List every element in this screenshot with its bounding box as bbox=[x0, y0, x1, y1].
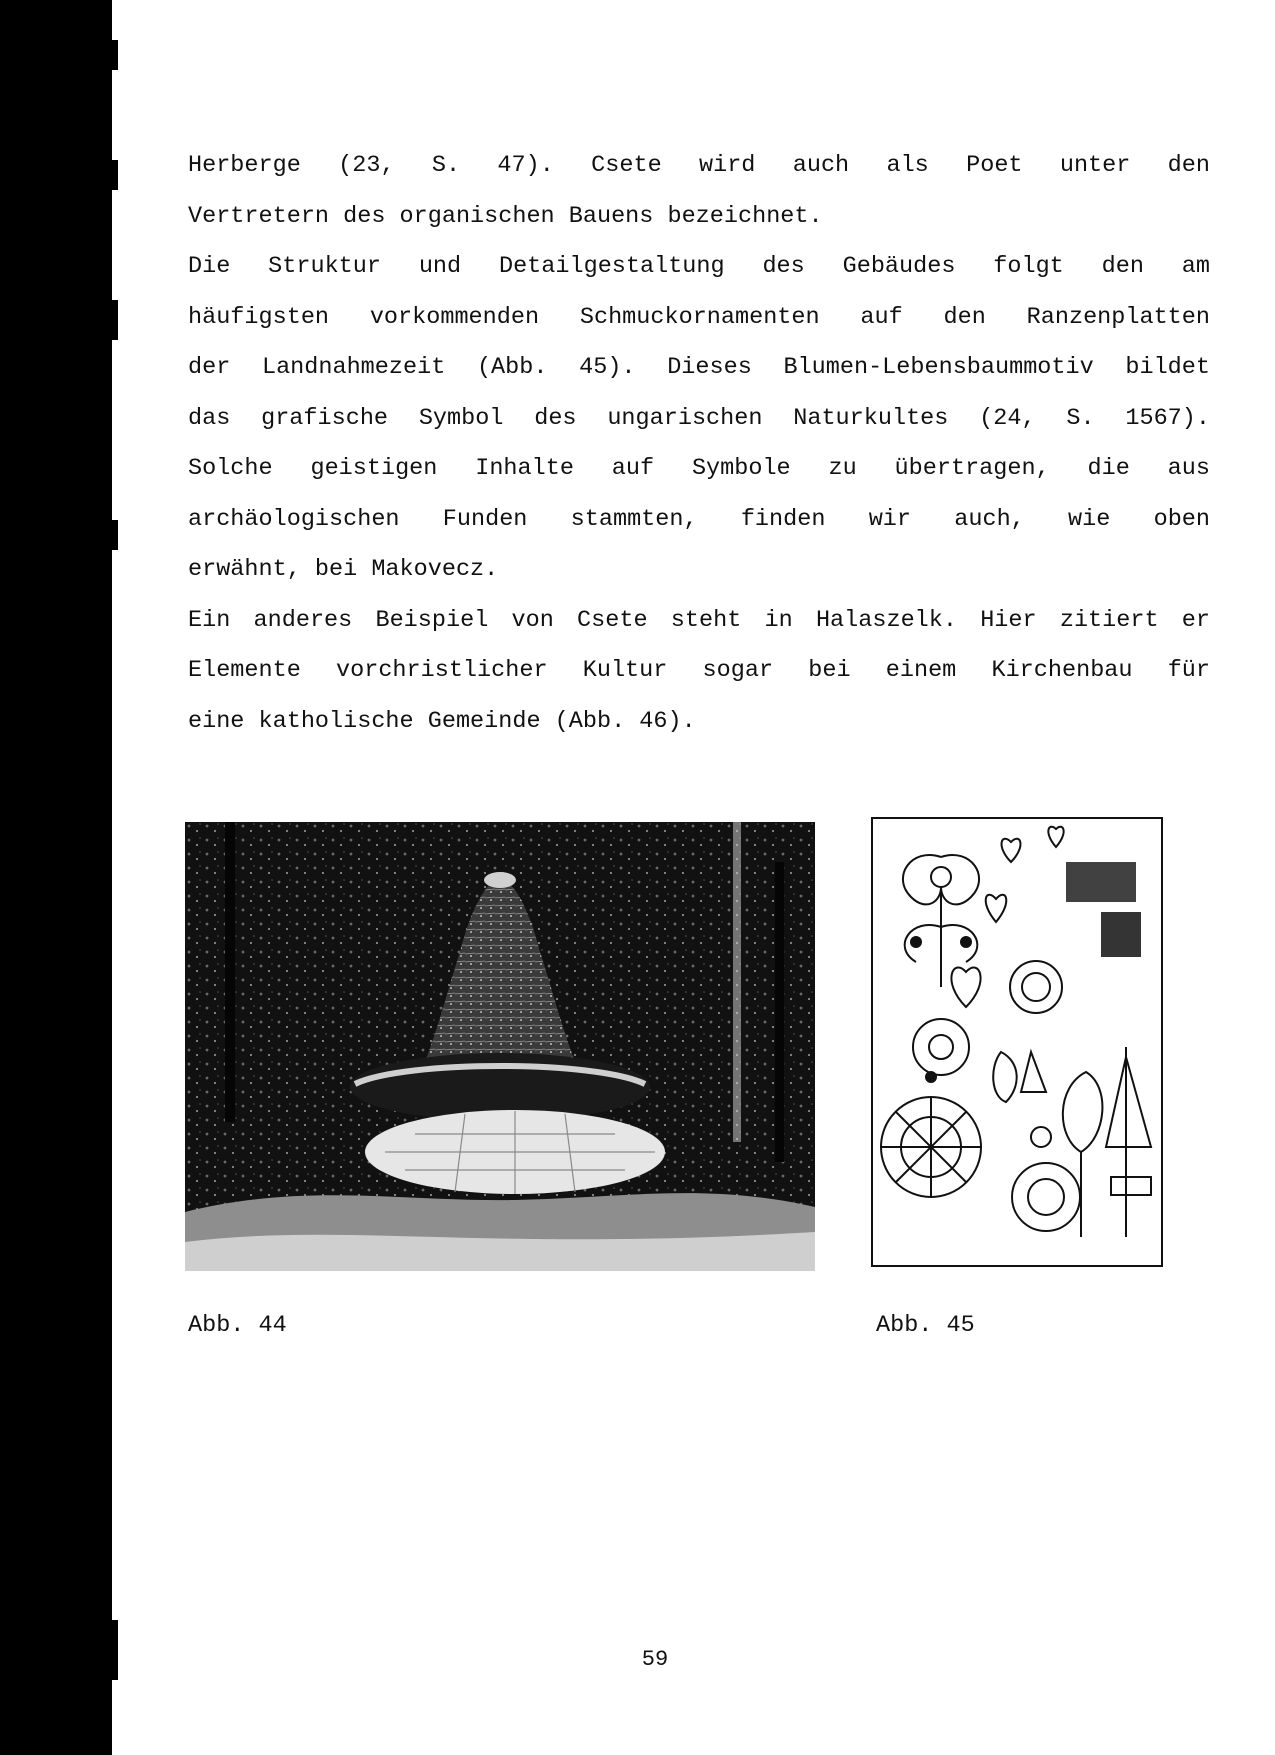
text-line: der Landnahmezeit (Abb. 45). Dieses Blumen-Lebensbaummotiv bildet bbox=[188, 354, 1210, 381]
text-line: Solche geistigen Inhalte auf Symbole zu übertragen, die aus bbox=[188, 455, 1210, 482]
figure-abb-45-ornaments bbox=[871, 817, 1163, 1267]
figure-abb-44-photo bbox=[185, 822, 815, 1271]
text-line: das grafische Symbol des ungarischen Naturkultes (24, S. 1567). bbox=[188, 404, 1210, 432]
scan-edge-mark bbox=[104, 520, 118, 550]
scan-edge-mark bbox=[104, 160, 118, 190]
text-line: eine katholische Gemeinde (Abb. 46). bbox=[188, 707, 696, 735]
scan-edge-mark bbox=[104, 300, 118, 340]
scan-dark-margin bbox=[0, 0, 112, 1755]
figure-caption-abb-44: Abb. 44 bbox=[188, 1312, 287, 1339]
body-text bbox=[188, 150, 1210, 756]
text-line: Ein anderes Beispiel von Csete steht in Halaszelk. Hier zitiert er bbox=[188, 606, 1210, 634]
text-line: archäologischen Funden stammten, finden wir auch, wie oben bbox=[188, 505, 1210, 533]
text-line: Vertretern des organischen Bauens bezeichnet. bbox=[188, 202, 823, 230]
text-line: erwähnt, bei Makovecz. bbox=[188, 556, 499, 583]
page-number: 59 bbox=[641, 1647, 669, 1672]
scan-edge-mark bbox=[104, 40, 118, 70]
text-line: Die Struktur und Detailgestaltung des Gebäudes folgt den am bbox=[188, 253, 1210, 280]
text-line: Herberge (23, S. 47). Csete wird auch als Poet unter den bbox=[188, 152, 1210, 179]
text-line: Elemente vorchristlicher Kultur sogar bei einem Kirchenbau für bbox=[188, 657, 1210, 684]
text-line: häufigsten vorkommenden Schmuckornamenten auf den Ranzenplatten bbox=[188, 303, 1210, 331]
figure-caption-abb-45: Abb. 45 bbox=[876, 1312, 975, 1339]
